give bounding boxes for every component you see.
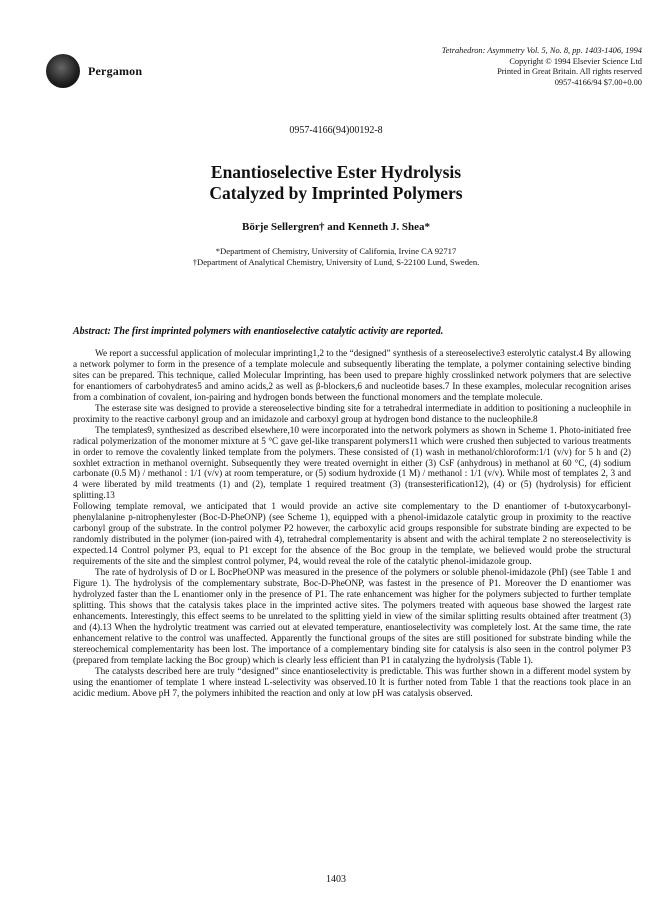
publisher-logo (46, 54, 80, 88)
abstract: Abstract: The first imprinted polymers with enantioselective catalytic activity are reported. (73, 326, 444, 337)
affiliation-2: †Department of Analytical Chemistry, University of Lund, S-22100 Lund, Sweden. (192, 257, 480, 267)
printed-line: Printed in Great Britain. All rights reserved (497, 67, 642, 77)
title-line-2: Catalyzed by Imprinted Polymers (209, 183, 463, 203)
affiliation-1: *Department of Chemistry, University of California, Irvine CA 92717 (215, 246, 457, 256)
article-title (0, 162, 672, 204)
copyright-line: Copyright © 1994 Elsevier Science Ltd (509, 56, 642, 66)
paragraph-6: The catalysts described here are truly “designed” since enantioselectivity is predictable. This was further shown in a different model system by using the enantiomer of template 1 where instead L-selectivity was observed.10 It is further noted from Table 1 that the reactions took place in an acidic medium. Above pH 7, the polymers inhibited the reaction and only at low pH was catalysis observed. (73, 666, 631, 699)
paragraph-5: The rate of hydrolysis of D or L BocPheONP was measured in the presence of the polymers or soluble phenol-imidazole (PhI) (see Table 1 and Figure 1). The hydrolysis of the complementary substrate, Boc-D-PheONP, was fastest in the presence of P1. Moreover the D enantiomer was hydrolyzed faster than the L enantiomer only in the presence of P1. The rate enhancement was higher for the polymers subjected to further template splitting. This shows that the catalysis takes place in the imprinted active sites. The polymers treated with aqueous base showed the largest rate enhancements. Interestingly, this effect seems to be unrelated to the splitting yield in view of the similar splitting results obtained after treatment (3) and (4).13 When the hydrolytic treatment was carried out at elevated temperature, enantioselectivity was completely lost. At the same time, the rate enhancement relative to the control was unaffected. Apparently the functional groups of the sites are still positioned for substrate binding while the stereochemical complementarity has been lost. The importance of a complementary binding site for catalysis is also seen in the control polymer P3 (prepared from template lacking the Boc group) which is clearly less efficient than P1 in catalyzing the hydrolysis (Table 1). (73, 568, 631, 666)
page-number: 1403 (326, 874, 346, 885)
title-line-1: Enantioselective Ester Hydrolysis (210, 162, 462, 182)
paragraph-3: The templates9, synthesized as described elsewhere,10 were incorporated into the network polymers as shown in Scheme 1. Photo-initiated free radical polymerization of the monomer mixture at 5 °C gave gel-like transparent polymers11 which were crushed then subjected to various treatments in order to remove the covalently linked template from the polymers. These consisted of (1) wash in methanol/chloroform:1/1 (v/v) for 5 h and (2) soxhlet extraction in methanol overnight. Subsequently they were treated overnight in either (3) CsF (anhydrous) in methanol at 60 °C, (4) sodium carbonate (0.5 M) / methanol : 1/1 (v/v) at room temperature, or (5) sodium hydroxide (1 M) / methanol : 1/1 (v/v). While most of templates 2, 3 and 4 were liberated by mild treatments (1) and (2), template 1 required treatment (3) (transesterification12), (4) or (5) (hydrolysis) for efficient splitting.13 (73, 425, 631, 502)
journal-info (442, 46, 642, 88)
article-code: 0957-4166(94)00192-8 (289, 125, 383, 136)
authors: Börje Sellergren† and Kenneth J. Shea* (241, 221, 430, 233)
paragraph-4: Following template removal, we anticipated that 1 would provide an active site complementary to the D enantiomer of t-butoxycarbonyl-phenylalanine p-nitrophenylester (Boc-D-PheONP) (see Scheme 1), equipped with a phenol-imidazole catalytic group in proximity to the reactive carbonyl group of the substrate. In the control polymer P2 however, the carboxylic acid groups responsible for substrate binding are expected to be randomly distributed in the polymer (ion-paired with 4), tetrahedral complementarity is absent and with the achiral template 2 no stereoselectivity is expected.14 Control polymer P3, equal to P1 except for the absence of the Boc group in the template, we believed would probe the structural requirements of the site and the simplest control polymer, P4, would reveal the role of the catalytic phenol-imidazole group. (73, 502, 631, 568)
paragraph-1: We report a successful application of molecular imprinting1,2 to the “designed” synthesis of a stereoselective3 esterolytic catalyst.4 By allowing a network polymer to form in the presence of a template molecule and subsequently liberating the template, a polymer containing selective binding sites can be prepared. This technique, called Molecular Imprinting, has been used to prepare highly crosslinked network polymers that are selective for enantiomers of carbohydrates5 and amino acids,2 as well as β-blockers,6 and nucleotide bases.7 In these examples, molecular recognition arises from a combination of covalent, ion-pairing and hydrogen bonds between the functional monomers and the template molecule. (73, 349, 631, 403)
journal-citation: Tetrahedron: Asymmetry Vol. 5, No. 8, pp. 1403-1406, 1994 (441, 46, 642, 55)
issn-line: 0957-4166/94 $7.00+0.00 (554, 77, 642, 87)
body-text (73, 349, 631, 700)
publisher-name: Pergamon (88, 64, 143, 78)
paragraph-2: The esterase site was designed to provide a stereoselective binding site for a tetrahedral intermediate in addition to positioning a nucleophile in proximity to the reactive carbonyl group and an imidazole and carboxyl group at hydrogen bond distance to the nucleophile.8 (73, 403, 631, 425)
affiliations (0, 246, 672, 268)
